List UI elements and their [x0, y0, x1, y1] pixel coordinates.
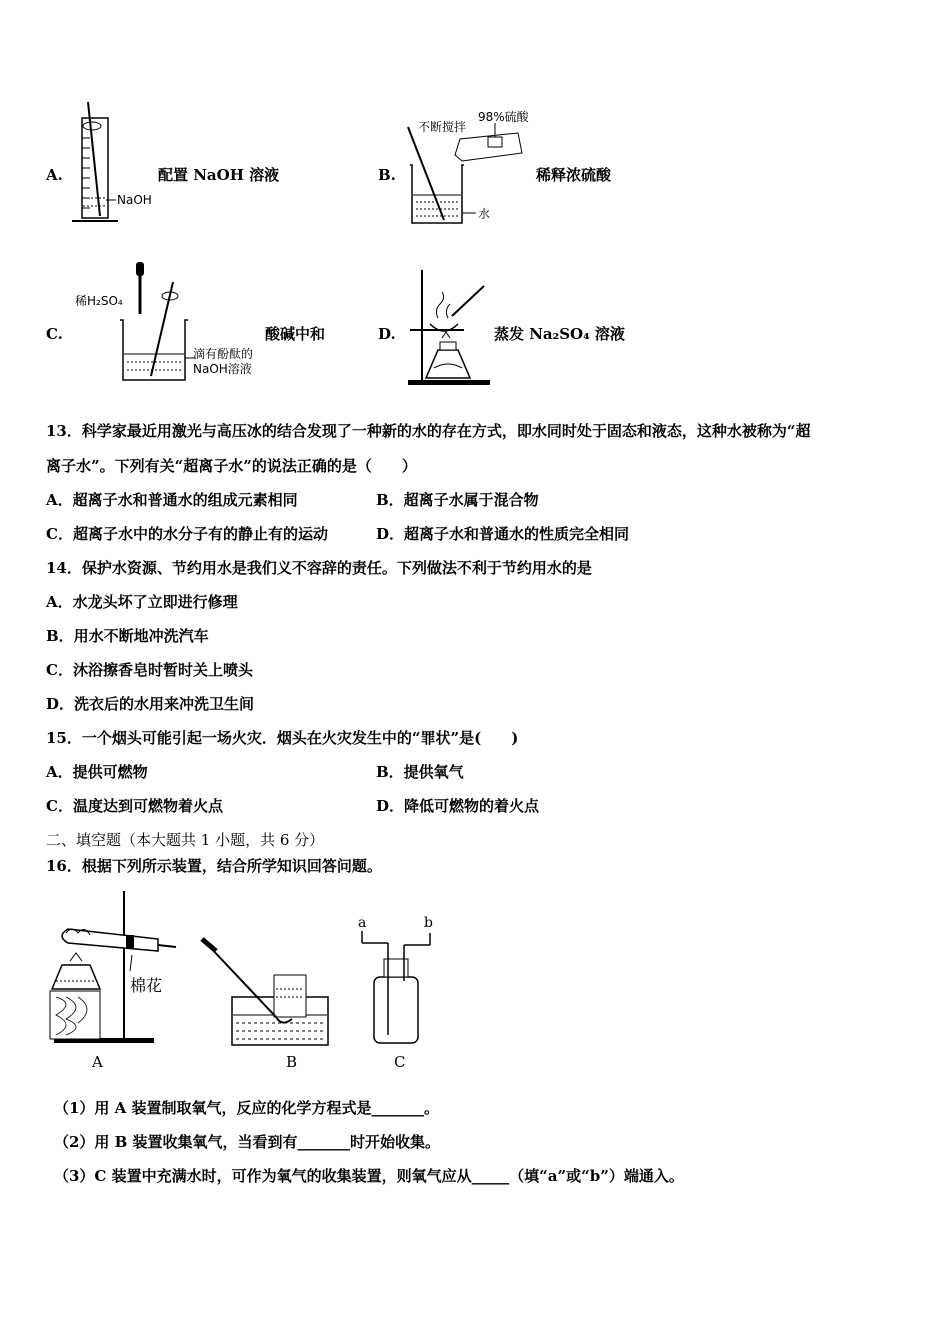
stir-label: 不断搅拌 [418, 120, 467, 134]
cotton-label: 棉花 [130, 976, 163, 995]
q14-option-d: D．洗衣后的水用来冲洗卫生间 [46, 695, 255, 713]
q15-option-d: D．降低可燃物的着火点 [376, 797, 540, 815]
solution-label-2: NaOH溶液 [193, 362, 252, 376]
q13-option-c: C．超离子水中的水分子有的静止有的运动 [46, 525, 328, 543]
figure-c-neutralization [115, 258, 195, 386]
option-b-caption: 稀释浓硫酸 [536, 166, 612, 184]
apparatus-c-label: C [394, 1053, 406, 1071]
apparatus-a-label: A [92, 1053, 103, 1071]
figure-d-evaporation [402, 266, 497, 388]
figure-q16-apparatus [46, 885, 456, 1080]
port-a-label: a [358, 915, 367, 931]
option-d-caption: 蒸发 Na₂SO₄ 溶液 [494, 325, 625, 343]
q16-part-1: （1）用 A 装置制取氧气，反应的化学方程式是_______。 [54, 1099, 440, 1117]
section-heading: 二、填空题（本大题共 1 小题，共 6 分） [46, 831, 325, 849]
figure-a-graduated-cylinder [70, 98, 160, 228]
q16-part-2: （2）用 B 装置收集氧气，当看到有_______时开始收集。 [54, 1133, 441, 1151]
q13-option-a: A．超离子水和普通水的组成元素相同 [46, 491, 298, 509]
q14-option-a: A．水龙头坏了立即进行修理 [46, 593, 238, 611]
option-a-letter: A. [46, 166, 63, 184]
q16-stem: 16．根据下列所示装置，结合所学知识回答问题。 [46, 857, 382, 875]
q13-stem-line-2: 离子水”。下列有关“超离子水”的说法正确的是（ ） [46, 457, 417, 475]
q16-part-3: （3）C 装置中充满水时，可作为氧气的收集装置，则氧气应从_____（填“a”或“b”）端通入。 [54, 1167, 684, 1185]
q14-stem: 14．保护水资源、节约用水是我们义不容辞的责任。下列做法不利于节约用水的是 [46, 559, 592, 577]
naoh-label: NaOH [117, 193, 152, 207]
port-b-label: b [424, 915, 433, 931]
solution-label-1: 滴有酚酞的 [193, 347, 254, 361]
water-label: 水 [478, 207, 491, 221]
option-b-letter: B. [378, 166, 396, 184]
q13-stem-line-1: 13．科学家最近用激光与高压冰的结合发现了一种新的水的存在方式，即水同时处于固态和液态，这种水被称为“超 [46, 422, 811, 440]
q15-option-b: B．提供氧气 [376, 763, 464, 781]
option-a-caption: 配置 NaOH 溶液 [158, 166, 280, 184]
q15-option-a: A．提供可燃物 [46, 763, 148, 781]
acid-label: 98%硫酸 [478, 110, 529, 124]
dilute-acid-label: 稀H₂SO₄ [75, 294, 123, 308]
option-d-letter: D. [378, 325, 396, 343]
q14-option-c: C．沐浴擦香皂时暂时关上喷头 [46, 661, 253, 679]
option-c-caption: 酸碱中和 [265, 325, 326, 343]
q15-option-c: C．温度达到可燃物着火点 [46, 797, 223, 815]
q13-option-d: D．超离子水和普通水的性质完全相同 [376, 525, 630, 543]
q15-stem: 15．一个烟头可能引起一场火灾．烟头在火灾发生中的“罪状”是( ) [46, 729, 519, 747]
option-c-letter: C. [46, 325, 63, 343]
q14-option-b: B．用水不断地冲洗汽车 [46, 627, 209, 645]
q13-option-b: B．超离子水属于混合物 [376, 491, 539, 509]
apparatus-b-label: B [286, 1053, 298, 1071]
